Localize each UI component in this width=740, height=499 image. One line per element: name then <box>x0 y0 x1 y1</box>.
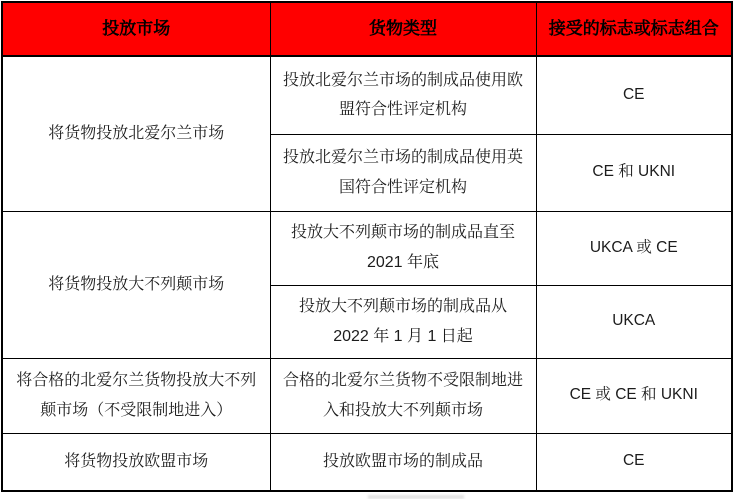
goods-cell: 投放大不列颠市场的制成品从 2022 年 1 月 1 日起 <box>270 285 536 358</box>
market-cell-great-britain: 将货物投放大不列颠市场 <box>2 211 270 358</box>
goods-cell: 合格的北爱尔兰货物不受限制地进入和投放大不列颠市场 <box>270 358 536 433</box>
goods-cell: 投放北爱尔兰市场的制成品使用欧盟符合性评定机构 <box>270 56 536 134</box>
market-cell-qualified-ni-goods: 将合格的北爱尔兰货物投放大不列颠市场（不受限制地进入） <box>2 358 270 433</box>
header-accepted-marks: 接受的标志或标志组合 <box>536 2 732 56</box>
page <box>0 1 740 499</box>
marks-cell: CE <box>536 56 732 134</box>
goods-cell: 投放欧盟市场的制成品 <box>270 433 536 491</box>
header-market: 投放市场 <box>2 2 270 56</box>
marking-table <box>1 1 733 492</box>
table-row <box>2 433 732 491</box>
table-row <box>2 211 732 285</box>
table-row <box>2 56 732 134</box>
goods-cell: 投放北爱尔兰市场的制成品使用英国符合性评定机构 <box>270 134 536 211</box>
marks-cell: CE <box>536 433 732 491</box>
marks-cell: UKCA <box>536 285 732 358</box>
table-row <box>2 358 732 433</box>
marks-cell: UKCA 或 CE <box>536 211 732 285</box>
goods-cell: 投放大不列颠市场的制成品直至 2021 年底 <box>270 211 536 285</box>
market-cell-northern-ireland: 将货物投放北爱尔兰市场 <box>2 56 270 211</box>
cutoff-caption-artifact <box>368 495 464 499</box>
marks-cell: CE 或 CE 和 UKNI <box>536 358 732 433</box>
header-goods-type: 货物类型 <box>270 2 536 56</box>
marks-cell: CE 和 UKNI <box>536 134 732 211</box>
market-cell-eu: 将货物投放欧盟市场 <box>2 433 270 491</box>
header-row <box>2 2 732 56</box>
